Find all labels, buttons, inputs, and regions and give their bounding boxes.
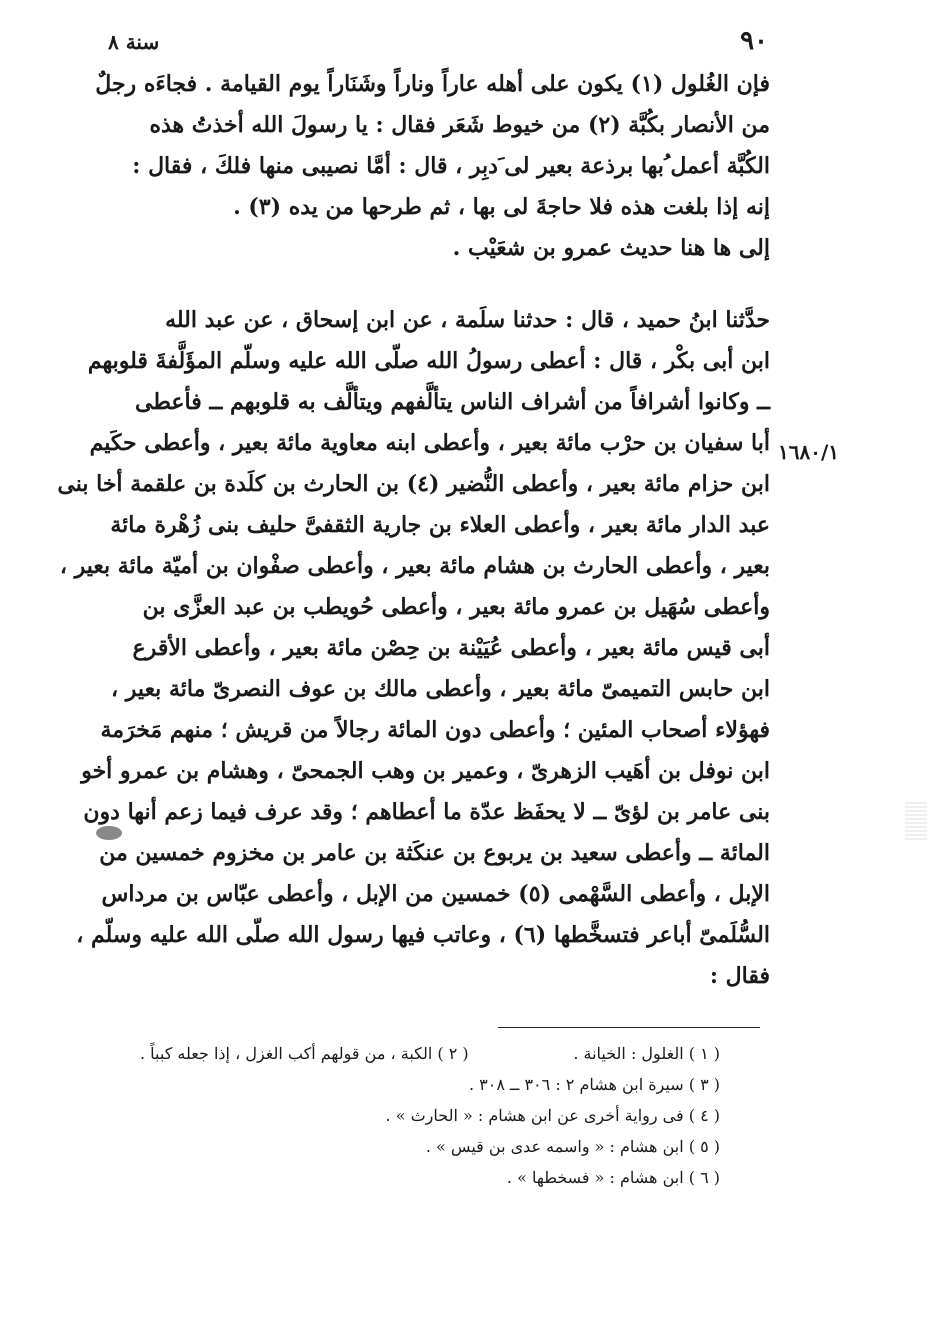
footnote-3: ( ٣ ) سيرة ابن هشام ٢ : ٣٠٦ ــ ٣٠٨ . bbox=[468, 1075, 720, 1094]
text-line: ابن حزام مائة بعير ، وأعطى النُّضير (٤) بن الحارث بن كلَدة بن علقمة أخا بنى bbox=[57, 471, 770, 497]
text-line: فقال : bbox=[709, 963, 770, 989]
ink-blot bbox=[96, 826, 122, 840]
text-line: ــ وكانوا أشرافاً من أشراف الناس يتألَّفهم ويتألَّف به قلوبهم ــ فأعطى bbox=[135, 389, 770, 415]
text-line: بنى عامر بن لؤىّ ــ لا يحفَظ عدّة ما أعطاهم ؛ وقد عرف فيما زعم أنها دون bbox=[83, 799, 770, 825]
paragraph-hadith-end bbox=[95, 64, 770, 269]
footnote-5: ( ٥ ) ابن هشام : « واسمه عدى بن قيس » . bbox=[425, 1137, 720, 1156]
text-line: إنه إذا بلغت هذه فلا حاجةَ لى بها ، ثم طرحها من يده (٣) . bbox=[233, 194, 770, 220]
text-line: حدَّثنا ابنُ حميد ، قال : حدثنا سلَمة ، عن ابن إسحاق ، عن عبد الله bbox=[165, 307, 770, 333]
text-line: الإبل ، وأعطى السَّهْمى (٥) خمسين من الإبل ، وأعطى عبّاس بن مرداس bbox=[101, 881, 770, 907]
text-line: أبى قيس مائة بعير ، وأعطى عُيَيْنة بن حِصْن مائة بعير ، وأعطى الأقرع bbox=[132, 635, 770, 661]
text-line: من الأنصار بكُبَّة (٢) من خيوط شَعَر فقال : يا رسولَ الله أخذتُ هذه bbox=[149, 112, 770, 138]
footnote-1: ( ١ ) الغلول : الخيانة . bbox=[573, 1044, 720, 1063]
footnote-rule bbox=[498, 1027, 760, 1028]
running-head-year: سنة ٨ bbox=[108, 30, 160, 54]
text-line: وأعطى سُهَيل بن عمرو مائة بعير ، وأعطى حُويطب بن عبد العزَّى بن bbox=[142, 594, 770, 620]
text-line: أبا سفيان بن حرْب مائة بعير ، وأعطى ابنه معاوية مائة بعير ، وأعطى حكَيم bbox=[89, 430, 770, 456]
margin-reference: ١٦٨٠/١ bbox=[778, 440, 840, 464]
footnote-6: ( ٦ ) ابن هشام : « فسخطها » . bbox=[506, 1168, 720, 1187]
text-line: الكُبَّة أعمل ُبها برذعة بعير لى َدبِر ، قال : أمَّا نصيبى منها فلكَ ، فقال : bbox=[132, 153, 770, 179]
text-line: فهؤلاء أصحاب المئين ؛ وأعطى دون المائة رجالاً من قريش ؛ منهم مَخرَمة bbox=[100, 717, 770, 743]
page-header bbox=[108, 26, 768, 62]
page-number: ٩٠ bbox=[740, 26, 768, 56]
text-line: إلى ها هنا حديث عمرو بن شعَيْب . bbox=[452, 235, 770, 261]
text-line: ابن أبى بكْر ، قال : أعطى رسولُ الله صلّى الله عليه وسلّم المؤَلَّفةَ قلوبهم bbox=[87, 348, 770, 374]
footnotes bbox=[140, 1038, 720, 1193]
text-line: السُّلَمىّ أباعر فتسخَّطها (٦) ، وعاتب فيها رسول الله صلّى الله عليه وسلّم ، bbox=[76, 922, 770, 948]
text-line: المائة ــ وأعطى سعيد بن يربوع بن عنكَثة بن عامر بن مخزوم خمسين من bbox=[99, 840, 770, 866]
text-line: عبد الدار مائة بعير ، وأعطى العلاء بن جارية الثقفىَّ حليف بنى زُهْرة مائة bbox=[110, 512, 770, 538]
text-line: ابن حابس التميمىّ مائة بعير ، وأعطى مالك بن عوف النصرىّ مائة بعير ، bbox=[111, 676, 770, 702]
text-line: فإن الغُلول (١) يكون على أهله عاراً وناراً وشَنَاراً يوم القيامة . فجاءَه رجلٌ bbox=[95, 71, 770, 97]
footnote-row bbox=[140, 1038, 720, 1069]
footnote-4: ( ٤ ) فى رواية أخرى عن ابن هشام : « الحارث » . bbox=[385, 1106, 720, 1125]
paragraph-gifts bbox=[57, 300, 770, 997]
text-line: بعير ، وأعطى الحارث بن هشام مائة بعير ، وأعطى صفْوان بن أميّة مائة بعير ، bbox=[59, 553, 770, 579]
text-line: ابن نوفل بن أهَيب الزهرىّ ، وعمير بن وهب الجمحىّ ، وهشام بن عمرو أخو bbox=[81, 758, 770, 784]
footnote-2: ( ٢ ) الكبة ، من قولهم أكب الغزل ، إذا جعله كبباً . bbox=[140, 1044, 469, 1063]
page-edge-mark bbox=[905, 800, 927, 840]
